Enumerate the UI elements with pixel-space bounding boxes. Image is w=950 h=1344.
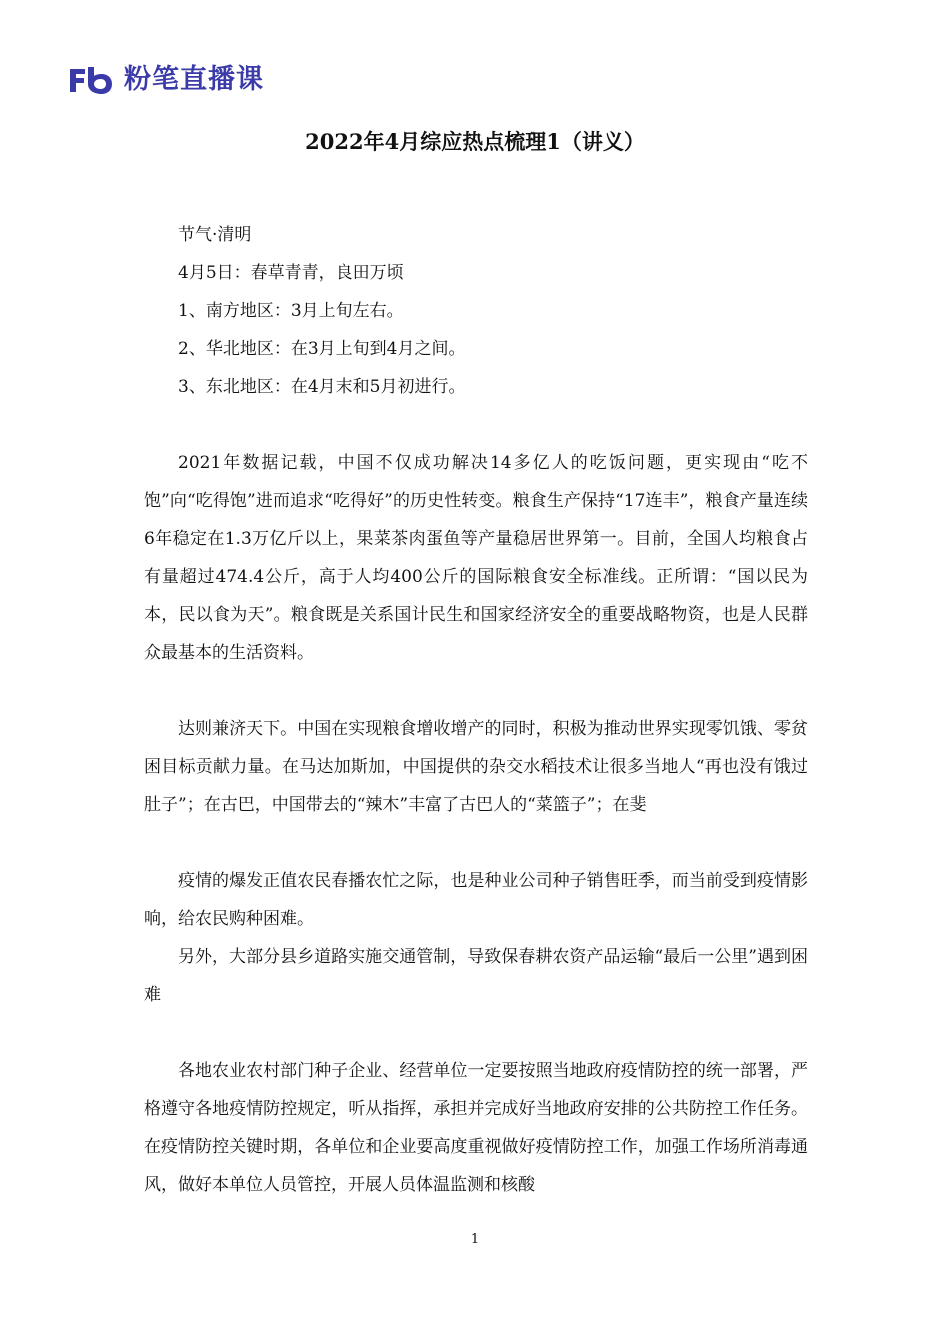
- document-title: 2022年4月综应热点梳理1（讲义）: [305, 129, 645, 154]
- section-heading: 节气·清明: [178, 225, 252, 245]
- paragraph-transport-control: 另外，大部分县乡道路实施交通管制，导致保春耕农资产品运输“最后一公里”遇到困难: [144, 947, 808, 1005]
- brand-name: 粉笔直播课: [124, 64, 264, 95]
- paragraph-prevention-measures: 各地农业农村部门种子企业、经营单位一定要按照当地政府疫情防控的统一部署，严格遵守各地疫情防控规定，听从指挥，承担并完成好当地政府安排的公共防控工作任务。在疫情防控关键时期，各单位和企业要高度重视做好疫情防控工作，加强工作场所消毒通风，做好本单位人员管控，开展人员体温监测和核酸: [144, 1061, 808, 1195]
- brand-logo: [68, 62, 264, 98]
- paragraph-global-contribution: 达则兼济天下。中国在实现粮食增收增产的同时，积极为推动世界实现零饥饿、零贫困目标贡献力量。在马达加斯加，中国提供的杂交水稻技术让很多当地人“再也没有饿过肚子”；在古巴，中国带去的“辣木”丰富了古巴人的“菜篮子”；在斐: [144, 719, 808, 815]
- page-number: 1: [470, 1232, 480, 1247]
- paragraph-gap: [144, 406, 808, 444]
- section-line-north: 2、华北地区：在3月上旬到4月之间。: [178, 339, 466, 359]
- section-line-date: 4月5日：春草青青，良田万顷: [178, 263, 404, 283]
- paragraph-gap: [144, 672, 808, 710]
- document-body: [144, 216, 808, 1204]
- paragraph-gap: [144, 1014, 808, 1052]
- paragraph-epidemic-impact: 疫情的爆发正值农民春播农忙之际，也是种业公司种子销售旺季，而当前受到疫情影响，给农民购种困难。: [144, 871, 808, 929]
- fb-logo-icon: [68, 65, 118, 95]
- section-line-northeast: 3、东北地区：在4月末和5月初进行。: [178, 377, 466, 397]
- paragraph-gap: [144, 824, 808, 862]
- paragraph-grain-production: 2021年数据记载，中国不仅成功解决14多亿人的吃饭问题，更实现由“吃不饱”向“吃得饱”进而追求“吃得好”的历史性转变。粮食生产保持“17连丰”，粮食产量连续6年稳定在1.3万亿斤以上，果菜茶肉蛋鱼等产量稳居世界第一。目前，全国人均粮食占有量超过474.4公斤，高于人均400公斤的国际粮食安全标准线。正所谓：“国以民为本，民以食为天”。粮食既是关系国计民生和国家经济安全的重要战略物资，也是人民群众最基本的生活资料。: [144, 453, 808, 663]
- section-line-south: 1、南方地区：3月上旬左右。: [178, 301, 404, 321]
